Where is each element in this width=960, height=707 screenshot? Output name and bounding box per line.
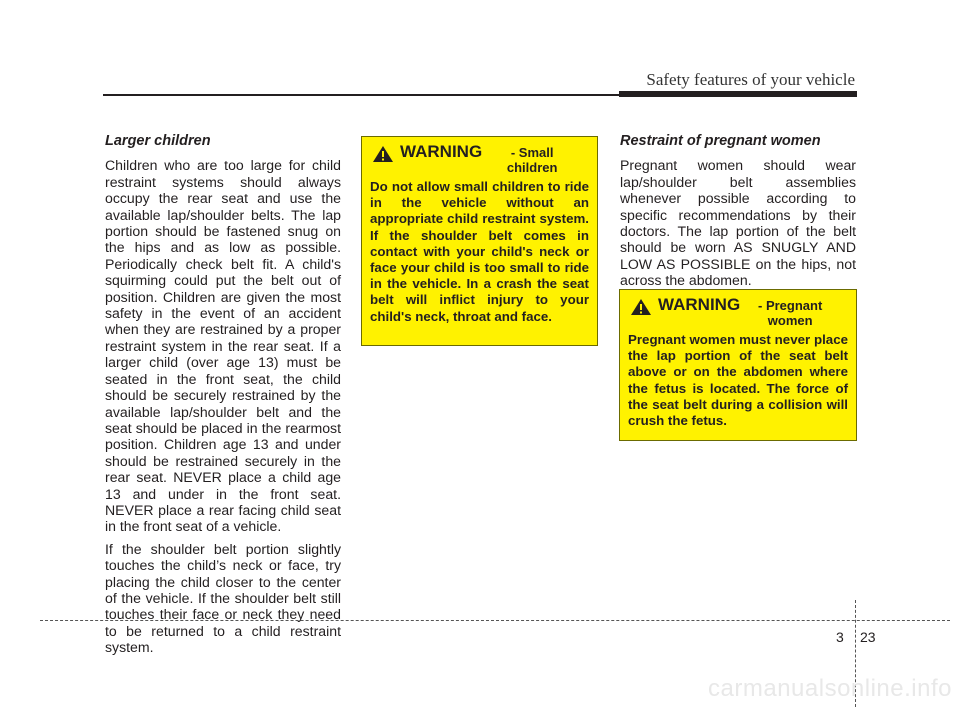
warning-body: Do not allow small children to ride in the vehicle without an appropriate child restraint system. If the shoulder belt comes in contact with your child's neck or face your child is too small to ride in the vehicle. In a crash the seat belt will inflict injury to your child's neck, throat and face. — [370, 179, 589, 324]
section-title: Safety features of your vehicle — [646, 70, 855, 89]
warning-subtitle: - Pregnant women — [758, 298, 823, 328]
warning-triangle-icon — [630, 298, 652, 316]
right-column — [620, 133, 856, 295]
warning-header — [370, 143, 589, 175]
warning-box-small-children — [361, 136, 598, 346]
page-number: 23 — [860, 629, 876, 645]
paragraph-larger-children-1: Children who are too large for child restraint systems should always occupy the rear seat and use the available lap/shoulder belts. The lap portion should be fastened snug on the hips and as low as possible. Periodically check belt fit. A child's squirming could put the belt out of position. Children are given the most safety in the event of an accident when they are restrained by a proper restraint system in the rear seat. If a larger child (over age 13) must be seated in the front seat, the child should be securely restrained by the available lap/shoulder belt and the seat should be placed in the rearmost position. Children age 13 and under should be restrained securely in the rear seat. NEVER place a child age 13 and under in the front seat. NEVER place a rear facing child seat in the front seat of a vehicle. — [105, 157, 341, 535]
header-rule — [103, 94, 619, 96]
heading-pregnant-women: Restraint of pregnant women — [620, 133, 821, 149]
heading-larger-children: Larger children — [105, 133, 211, 149]
chapter-number: 3 — [836, 629, 844, 645]
header-rule-accent — [619, 91, 857, 97]
warning-body: Pregnant women must never place the lap portion of the seat belt above or on the abdomen where the fetus is located. The force of the seat belt during a collision will crush the fetus. — [628, 332, 848, 429]
warning-label: WARNING — [658, 295, 741, 314]
paragraph-pregnant-women: Pregnant women should wear lap/shoulder belt assemblies whenever possible according to specific recommendations by their doctors. The lap portion of the belt should be worn AS SNUGLY AND LOW AS POSSIBLE on the hips, not across the abdomen. — [620, 157, 856, 289]
warning-subtitle: - Small children — [506, 145, 558, 175]
paragraph-larger-children-2: If the shoulder belt portion slightly touches the child’s neck or face, try placing the child closer to the center of the vehicle. If the shoulder belt still touches their face or neck they need to be returned to a child restraint system. — [105, 540, 341, 656]
warning-label: WARNING — [400, 142, 483, 161]
left-column — [105, 133, 341, 662]
warning-header — [628, 296, 848, 328]
footer-rule — [40, 620, 950, 621]
warning-triangle-icon — [372, 145, 394, 163]
warning-box-pregnant-women — [619, 289, 857, 441]
watermark: carmanualsonline.info — [708, 675, 952, 702]
